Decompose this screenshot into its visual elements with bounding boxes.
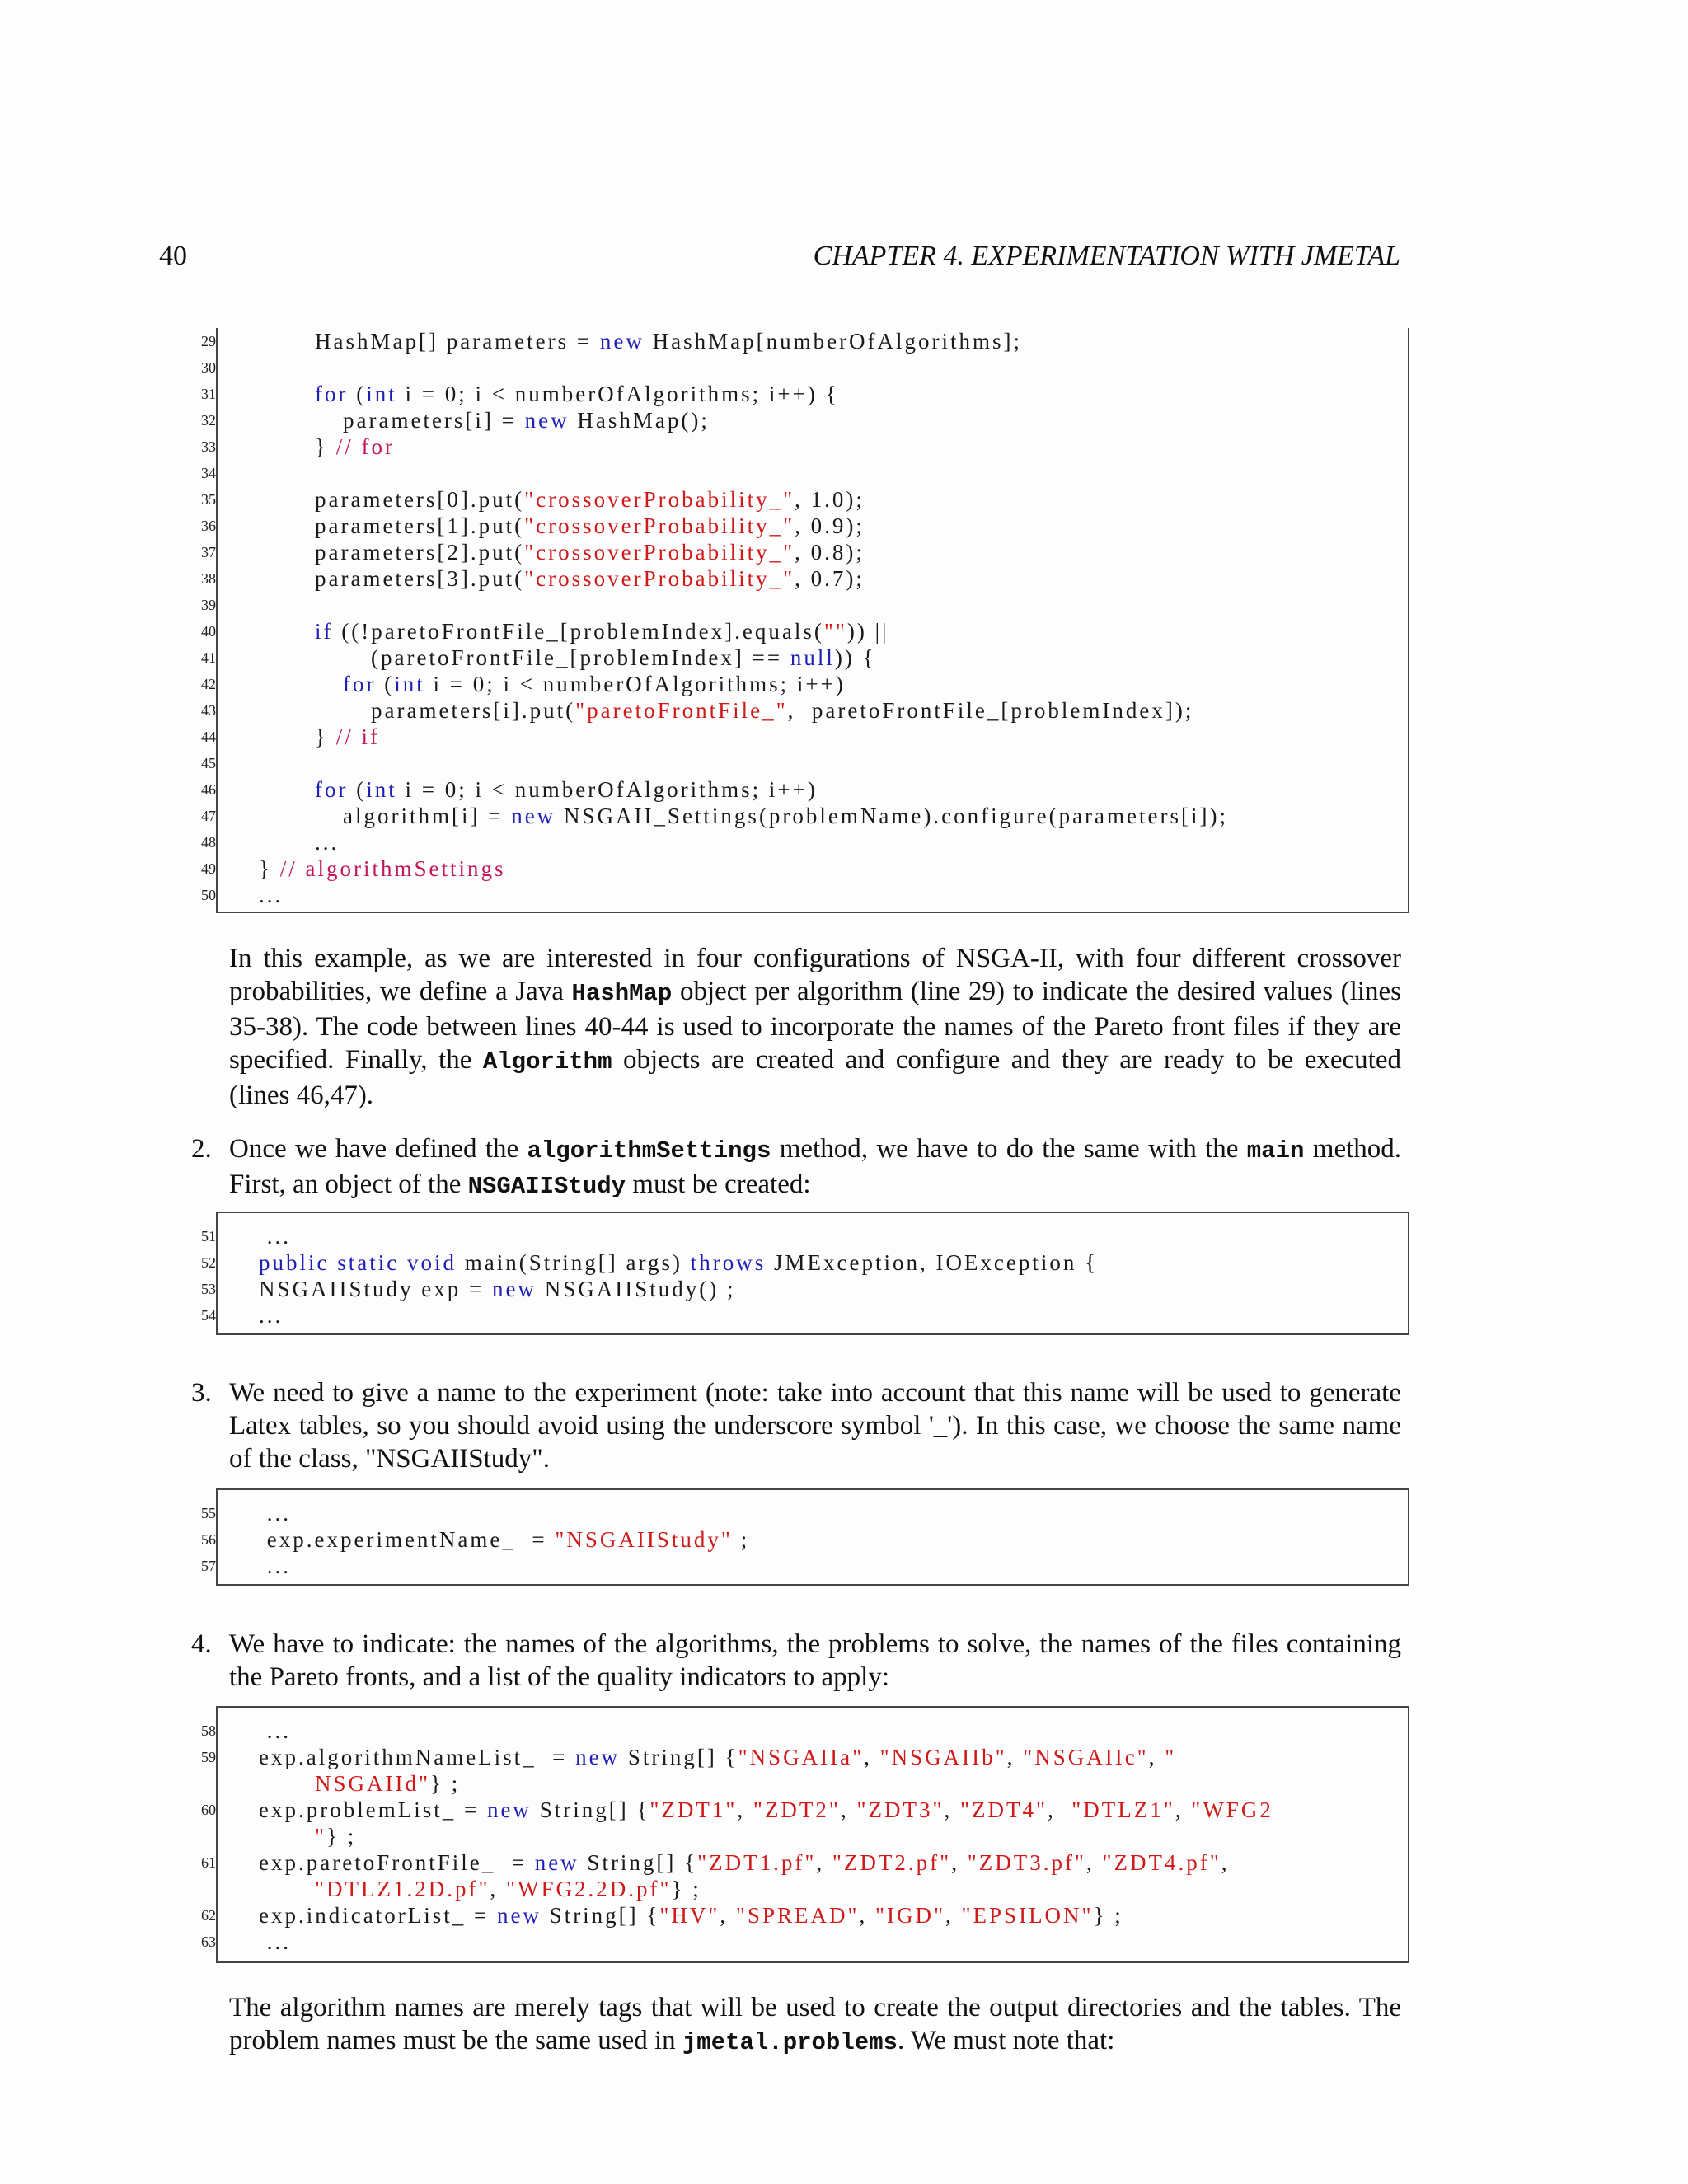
- code-text: } ;: [430, 1771, 461, 1796]
- list-item-4-text: [229, 1628, 1401, 1694]
- code-keyword: static: [337, 1250, 400, 1275]
- code-text: String[] {: [541, 1903, 660, 1928]
- code-comment: // algorithmSettings: [279, 856, 506, 881]
- code-keyword: new: [496, 1903, 542, 1928]
- code-text: ...: [259, 1718, 291, 1743]
- list-item-2-text: [229, 1132, 1401, 1203]
- code-text: HashMap();: [569, 408, 710, 433]
- code-line: [315, 1823, 356, 1849]
- line-number: 52: [201, 1254, 216, 1271]
- inline-code: HashMap: [571, 980, 673, 1007]
- line-number: 43: [201, 702, 216, 719]
- code-string: "paretoFrontFile_": [575, 698, 788, 723]
- line-number: 51: [201, 1228, 216, 1244]
- code-text: parameters[2].put(: [315, 540, 525, 565]
- code-line: [315, 381, 839, 407]
- code-text: }: [315, 724, 336, 749]
- code-text: ,: [1148, 1745, 1165, 1769]
- line-number: 45: [201, 755, 216, 771]
- code-text: JMException, IOException {: [766, 1250, 1099, 1275]
- page-number: 40: [159, 241, 187, 271]
- code-text: (: [348, 382, 367, 406]
- code-text: }: [259, 856, 280, 881]
- list-item-number-4: 4.: [191, 1629, 212, 1659]
- code-text: ,: [951, 1850, 968, 1875]
- line-number: 57: [201, 1558, 216, 1574]
- paragraph-algorithm-names: [229, 1991, 1401, 2060]
- code-keyword: int: [394, 672, 425, 696]
- code-text: ;: [732, 1527, 750, 1552]
- text-run: The algorithm names are merely tags that will be used to create the output directories and the tables. The problem names must be the same used in: [229, 1993, 1401, 2055]
- code-listing-main-method: [201, 1212, 1409, 1335]
- code-text: ,: [1006, 1745, 1024, 1769]
- code-string: "ZDT3.pf": [967, 1850, 1086, 1875]
- code-string: "IGD": [875, 1903, 946, 1928]
- code-line: [259, 1223, 291, 1249]
- code-line: [259, 1718, 291, 1744]
- code-string: "ZDT4": [959, 1797, 1048, 1822]
- code-text: , 0.9);: [795, 513, 865, 538]
- code-keyword: new: [524, 408, 570, 433]
- code-line: [315, 1770, 460, 1797]
- code-line: [259, 1526, 749, 1553]
- code-line: [315, 829, 339, 855]
- code-text: parameters[i] =: [343, 408, 525, 433]
- code-listing-experiment-name: [201, 1488, 1409, 1586]
- line-number: 37: [201, 544, 216, 560]
- code-text: ,: [944, 1797, 960, 1822]
- line-number: 39: [201, 597, 216, 613]
- code-string: "ZDT2.pf": [832, 1850, 952, 1875]
- line-number: 36: [201, 518, 216, 534]
- code-text: ,: [1221, 1850, 1230, 1875]
- code-text: HashMap[numberOfAlgorithms];: [644, 329, 1023, 354]
- code-keyword: new: [599, 329, 645, 354]
- code-text: ...: [259, 1303, 284, 1328]
- line-number: 31: [201, 386, 216, 402]
- paragraph-example-explanation: [229, 942, 1401, 1112]
- line-number: 46: [201, 781, 216, 798]
- code-text: exp.experimentName_ =: [259, 1527, 556, 1552]
- text-run: objects are created and configure and they are ready to be executed (lines 46,47).: [229, 1045, 1401, 1110]
- code-line: [259, 855, 505, 882]
- code-line: [259, 1902, 1123, 1929]
- code-line: [259, 1249, 1098, 1276]
- code-text: NSGAIIStudy() ;: [536, 1277, 736, 1301]
- line-number: 38: [201, 570, 216, 587]
- text-run: method. First, an object of the: [229, 1134, 1402, 1199]
- code-text: ,: [816, 1850, 832, 1875]
- code-text: )) {: [834, 645, 876, 670]
- line-number: 41: [201, 649, 216, 666]
- code-text: ,: [1048, 1797, 1072, 1822]
- code-line: [259, 1276, 735, 1302]
- code-text: ((!paretoFrontFile_[problemIndex].equals(: [333, 619, 824, 644]
- line-number: 53: [201, 1281, 216, 1297]
- inline-code: jmetal.problems: [682, 2029, 898, 2056]
- line-number: 54: [201, 1307, 216, 1324]
- inline-code: Algorithm: [482, 1048, 612, 1076]
- code-string: "ZDT1": [649, 1797, 738, 1822]
- code-text: ,: [864, 1745, 880, 1769]
- code-line: [259, 1500, 291, 1526]
- code-text: (: [348, 777, 367, 802]
- code-keyword: int: [366, 777, 397, 802]
- code-text: } ;: [671, 1877, 701, 1901]
- code-text: exp.indicatorList_ =: [259, 1903, 497, 1928]
- text-run: We have to indicate: the names of the algorithms, the problems to solve, the names of the files containing the Pareto fronts, and a list of the quality indicators to apply:: [229, 1629, 1401, 1692]
- code-text: ...: [259, 1554, 291, 1578]
- code-text: ,: [737, 1797, 753, 1822]
- chapter-title: CHAPTER 4. EXPERIMENTATION WITH JMETAL: [813, 241, 1400, 271]
- code-text: , 0.7);: [795, 566, 865, 591]
- code-text: main(String[] args): [457, 1250, 691, 1275]
- code-text: }: [315, 434, 336, 459]
- code-keyword: public: [259, 1250, 330, 1275]
- line-number: 40: [201, 623, 216, 640]
- code-line: [315, 724, 380, 750]
- code-line: [343, 803, 1228, 829]
- page-header: [159, 241, 1400, 282]
- code-line: [371, 697, 1193, 724]
- code-text: ,: [1085, 1850, 1103, 1875]
- code-line: [259, 1849, 1230, 1876]
- line-number: 34: [201, 465, 216, 481]
- code-keyword: null: [790, 645, 835, 670]
- code-string: "EPSILON": [961, 1903, 1094, 1928]
- code-line: [259, 1929, 291, 1955]
- line-number: 63: [201, 1933, 216, 1950]
- code-string: ": [315, 1824, 327, 1849]
- code-text: (paretoFrontFile_[problemIndex] ==: [371, 645, 790, 670]
- text-run: In this example, as we are interested in four configurations of NSGA-II, with four different crossover probabilities, we define a Java: [229, 944, 1401, 1006]
- line-number: 62: [201, 1907, 216, 1924]
- code-text: String[] {: [579, 1850, 698, 1875]
- code-line: [343, 671, 846, 697]
- code-keyword: new: [534, 1850, 579, 1875]
- line-number: 30: [201, 359, 216, 376]
- code-line: [315, 565, 865, 592]
- code-keyword: throws: [690, 1250, 767, 1275]
- code-line: [259, 1553, 291, 1579]
- code-keyword: void: [406, 1250, 457, 1275]
- code-line: [315, 486, 865, 513]
- code-line: [315, 513, 865, 539]
- code-keyword: for: [315, 382, 349, 406]
- code-text: exp.problemList_ =: [259, 1797, 487, 1822]
- code-string: "crossoverProbability_": [524, 540, 795, 565]
- code-text: parameters[1].put(: [315, 513, 525, 538]
- code-string: "HV": [659, 1903, 720, 1928]
- code-string: "ZDT2": [753, 1797, 841, 1822]
- code-text: ...: [315, 830, 340, 855]
- line-number: 50: [201, 887, 216, 903]
- code-text: , 1.0);: [795, 487, 865, 512]
- code-text: ,: [945, 1903, 962, 1928]
- code-string: "WFG2: [1191, 1797, 1273, 1822]
- inline-code: main: [1246, 1137, 1305, 1165]
- code-line: [315, 618, 889, 644]
- code-line: [315, 1876, 701, 1902]
- code-text: ...: [259, 1224, 291, 1249]
- line-number: 32: [201, 412, 216, 429]
- list-item-number-3: 3.: [191, 1378, 212, 1408]
- code-string: NSGAIId": [315, 1771, 431, 1796]
- code-text: i = 0; i < numberOfAlgorithms; i++) {: [396, 382, 839, 406]
- line-number: 33: [201, 438, 216, 455]
- code-text: ...: [259, 883, 284, 907]
- line-number: 42: [201, 676, 216, 692]
- code-string: "": [823, 619, 847, 644]
- line-number: 49: [201, 860, 216, 877]
- code-string: "crossoverProbability_": [524, 487, 795, 512]
- code-string: "NSGAIIb": [879, 1745, 1007, 1769]
- code-text: , 0.8);: [795, 540, 865, 565]
- code-text: ...: [259, 1929, 291, 1954]
- code-text: [330, 1250, 338, 1275]
- code-keyword: for: [315, 777, 349, 802]
- line-number: 47: [201, 808, 216, 824]
- line-number: 35: [201, 491, 216, 508]
- code-line: [259, 1744, 1176, 1770]
- code-string: "crossoverProbability_": [524, 513, 795, 538]
- code-text: String[] {: [620, 1745, 738, 1769]
- code-text: [399, 1250, 407, 1275]
- code-text: parameters[i].put(: [371, 698, 576, 723]
- code-string: "crossoverProbability_": [524, 566, 795, 591]
- code-text: ,: [840, 1797, 857, 1822]
- code-string: "NSGAIIc": [1023, 1745, 1149, 1769]
- text-run: . We must note that:: [897, 2026, 1115, 2055]
- line-number: 44: [201, 729, 216, 745]
- code-string: "NSGAIIStudy": [555, 1527, 733, 1552]
- code-text: } ;: [1093, 1903, 1123, 1928]
- code-string: "ZDT1.pf": [697, 1850, 817, 1875]
- code-text: i = 0; i < numberOfAlgorithms; i++): [424, 672, 846, 696]
- line-number: 58: [201, 1722, 216, 1739]
- code-keyword: new: [511, 804, 556, 828]
- code-line: [315, 539, 865, 565]
- code-text: ...: [259, 1501, 291, 1526]
- code-text: parameters[3].put(: [315, 566, 525, 591]
- code-text: ,: [1175, 1797, 1192, 1822]
- code-text: )) ||: [846, 619, 889, 644]
- code-line: [343, 407, 710, 434]
- code-text: String[] {: [531, 1797, 650, 1822]
- code-line: [315, 434, 395, 460]
- text-run: method, we have to do the same with the: [771, 1134, 1247, 1164]
- code-line: [259, 882, 283, 908]
- code-keyword: if: [315, 619, 334, 644]
- code-string: "NSGAIIa": [738, 1745, 865, 1769]
- line-number: 60: [201, 1802, 216, 1818]
- code-keyword: int: [366, 382, 397, 406]
- code-string: "DTLZ1.2D.pf": [315, 1877, 490, 1901]
- line-number: 59: [201, 1749, 216, 1765]
- code-text: } ;: [326, 1824, 357, 1849]
- code-comment: // for: [335, 434, 395, 459]
- code-text: i = 0; i < numberOfAlgorithms; i++): [396, 777, 818, 802]
- line-number: 56: [201, 1531, 216, 1548]
- code-string: "ZDT4.pf": [1102, 1850, 1221, 1875]
- code-comment: // if: [335, 724, 380, 749]
- code-listing-algorithm-settings: [201, 328, 1409, 913]
- code-string: "WFG2.2D.pf": [506, 1877, 672, 1901]
- code-text: parameters[0].put(: [315, 487, 525, 512]
- text-run: object per algorithm (line 29) to indicate the desired values (lines 35-38). The code between lines 40-44 is used to incorporate the names of the Pareto front files if they are specified. Finally, the: [229, 977, 1401, 1075]
- line-number: 48: [201, 834, 216, 851]
- inline-code: NSGAIIStudy: [467, 1173, 626, 1200]
- code-line: [371, 644, 876, 671]
- code-string: "ZDT3": [856, 1797, 945, 1822]
- code-keyword: new: [491, 1277, 537, 1301]
- code-line: [259, 1302, 283, 1329]
- code-string: "DTLZ1": [1071, 1797, 1175, 1822]
- code-text: exp.algorithmNameList_ =: [259, 1745, 576, 1769]
- line-number: 55: [201, 1505, 216, 1521]
- text-run: Once we have defined the: [229, 1134, 528, 1164]
- code-text: algorithm[i] =: [343, 804, 512, 828]
- code-line: [259, 1797, 1273, 1823]
- code-keyword: new: [486, 1797, 532, 1822]
- code-string: ": [1165, 1745, 1177, 1769]
- code-listing-experiment-lists: [201, 1706, 1409, 1963]
- code-text: HashMap[] parameters =: [315, 329, 600, 354]
- code-line: [315, 328, 1022, 354]
- code-text: NSGAII_Settings(problemName).configure(parameters[i]);: [556, 804, 1228, 828]
- code-string: "SPREAD": [735, 1903, 860, 1928]
- code-text: , paretoFrontFile_[problemIndex]);: [787, 698, 1194, 723]
- text-run: must be created:: [626, 1169, 811, 1199]
- code-text: ,: [720, 1903, 736, 1928]
- line-number: 29: [201, 333, 216, 349]
- code-text: ,: [490, 1877, 507, 1901]
- code-text: ,: [859, 1903, 875, 1928]
- code-text: exp.paretoFrontFile_ =: [259, 1850, 535, 1875]
- text-run: We need to give a name to the experiment (note: take into account that this name will be used to generate Latex tables, so you should avoid using the underscore symbol '_'). In this case, we choose the same name of the class, "NSGAIIStudy".: [229, 1378, 1401, 1474]
- line-number: 61: [201, 1854, 216, 1871]
- list-item-3-text: [229, 1376, 1401, 1475]
- code-text: (: [376, 672, 395, 696]
- code-keyword: for: [343, 672, 377, 696]
- code-keyword: new: [575, 1745, 621, 1769]
- code-line: [315, 776, 818, 803]
- code-text: NSGAIIStudy exp =: [259, 1277, 492, 1301]
- inline-code: algorithmSettings: [527, 1137, 771, 1165]
- list-item-number-2: 2.: [191, 1134, 212, 1164]
